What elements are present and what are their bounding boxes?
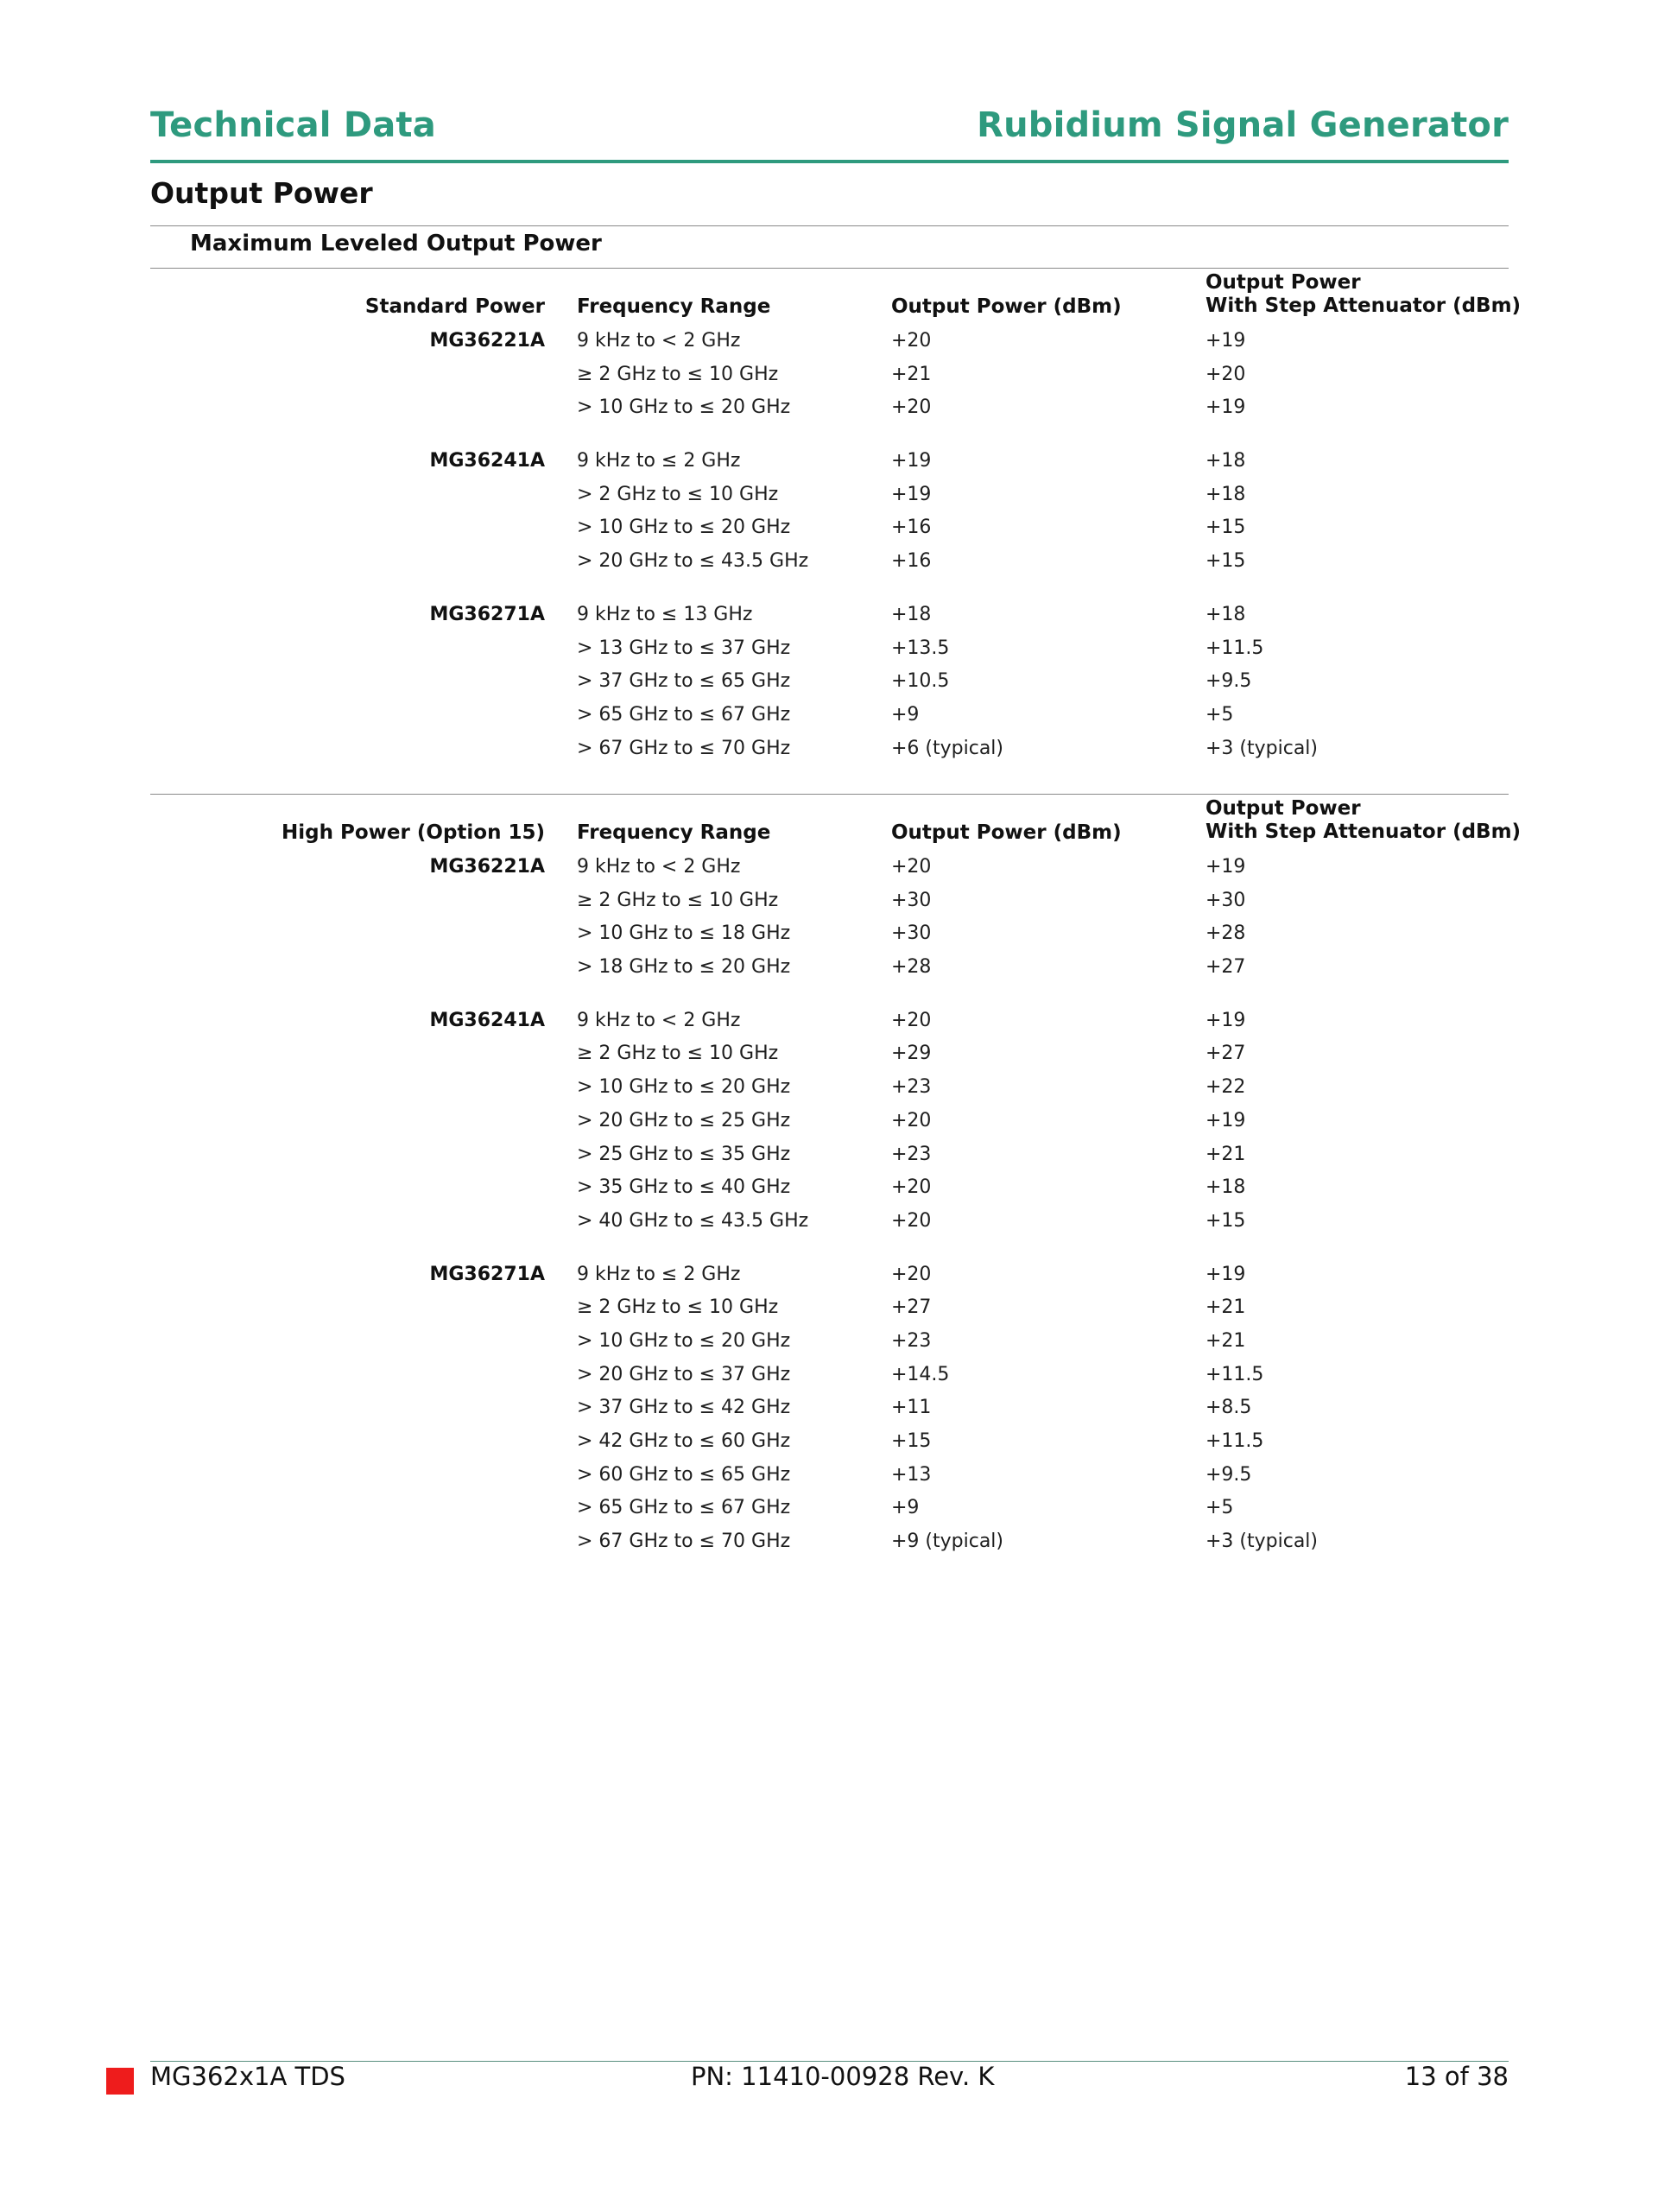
frequency-range: > 10 GHz to ≤ 20 GHz: [577, 1329, 791, 1352]
output-power-value: +16: [891, 517, 932, 539]
section-title: Output Power: [150, 176, 373, 210]
attenuated-power-value: +18: [1206, 603, 1246, 625]
section-divider: [150, 225, 1509, 226]
output-power-value: +13: [891, 1463, 932, 1486]
output-power-value: +20: [891, 330, 932, 352]
output-power-value: +9: [891, 703, 920, 726]
table-row: [0, 1291, 1658, 1325]
table-row: [0, 511, 1658, 545]
header-divider: [150, 160, 1509, 163]
table-row: [0, 1359, 1658, 1392]
attenuated-power-value: +19: [1206, 396, 1246, 419]
model-name: MG36271A: [429, 603, 545, 625]
attenuated-power-value: +18: [1206, 483, 1246, 505]
output-power-value: +18: [891, 603, 932, 625]
frequency-range: > 67 GHz to ≤ 70 GHz: [577, 1531, 791, 1553]
table-row: [0, 1525, 1658, 1559]
output-power-value: +11: [891, 1397, 932, 1419]
table-row: [0, 1459, 1658, 1493]
high-table-body: [0, 851, 1658, 1559]
frequency-range: 9 kHz to ≤ 2 GHz: [577, 450, 741, 472]
attenuator-header-line1: Output Power: [1206, 271, 1361, 294]
frequency-range: > 10 GHz to ≤ 20 GHz: [577, 517, 791, 539]
attenuated-power-value: +19: [1206, 1109, 1246, 1131]
attenuated-power-value: +9.5: [1206, 670, 1252, 693]
frequency-range: > 37 GHz to ≤ 65 GHz: [577, 670, 791, 693]
model-column-header: Standard Power: [364, 295, 545, 318]
model-name: MG36241A: [429, 450, 545, 472]
output-power-value: +6 (typical): [891, 737, 1004, 759]
model-name: MG36221A: [429, 330, 545, 352]
frequency-range: 9 kHz to ≤ 13 GHz: [577, 603, 753, 625]
table-row: [0, 358, 1658, 392]
subsection-title: Maximum Leveled Output Power: [190, 231, 602, 257]
table-row: [0, 851, 1658, 884]
table-row: [0, 917, 1658, 951]
output-power-value: +20: [891, 1209, 932, 1232]
table-row: [0, 632, 1658, 666]
frequency-range: > 65 GHz to ≤ 67 GHz: [577, 1497, 791, 1519]
model-group: [0, 325, 1658, 425]
output-power-value: +20: [891, 1176, 932, 1199]
attenuated-power-value: +27: [1206, 956, 1246, 979]
output-power-value: +23: [891, 1329, 932, 1352]
attenuated-power-value: +3 (typical): [1206, 1531, 1319, 1553]
attenuated-power-value: +9.5: [1206, 1463, 1252, 1486]
header-left-title: Technical Data: [150, 105, 436, 145]
output-power-value: +30: [891, 922, 932, 945]
output-power-value: +14.5: [891, 1363, 950, 1385]
output-power-value: +21: [891, 363, 932, 385]
attenuated-power-value: +15: [1206, 550, 1246, 573]
frequency-range: > 10 GHz to ≤ 18 GHz: [577, 922, 791, 945]
brand-mark-icon: [106, 2068, 134, 2095]
attenuator-header-line2: With Step Attenuator (dBm): [1206, 295, 1522, 317]
attenuated-power-value: +21: [1206, 1143, 1246, 1165]
frequency-range: > 2 GHz to ≤ 10 GHz: [577, 483, 779, 505]
output-power-value: +19: [891, 483, 932, 505]
table-row: [0, 665, 1658, 699]
output-power-column-header: Output Power (dBm): [891, 821, 1122, 844]
table-row: [0, 699, 1658, 732]
frequency-column-header: Frequency Range: [577, 821, 771, 844]
attenuated-power-value: +27: [1206, 1043, 1246, 1065]
output-power-value: +28: [891, 956, 932, 979]
output-power-value: +9: [891, 1497, 920, 1519]
frequency-range: > 25 GHz to ≤ 35 GHz: [577, 1143, 791, 1165]
subsection-divider: [150, 268, 1509, 269]
frequency-range: > 40 GHz to ≤ 43.5 GHz: [577, 1209, 809, 1232]
model-group: [0, 1005, 1658, 1239]
output-power-value: +16: [891, 550, 932, 573]
model-group: [0, 445, 1658, 579]
frequency-range: 9 kHz to ≤ 2 GHz: [577, 1263, 741, 1285]
frequency-column-header: Frequency Range: [577, 295, 771, 318]
model-group: [0, 599, 1658, 765]
standard-table-body: [0, 325, 1658, 765]
attenuated-power-value: +11.5: [1206, 1363, 1264, 1385]
table-row: [0, 1425, 1658, 1459]
frequency-range: > 20 GHz to ≤ 43.5 GHz: [577, 550, 809, 573]
attenuated-power-value: +11.5: [1206, 1430, 1264, 1452]
output-power-value: +15: [891, 1430, 932, 1452]
output-power-value: +19: [891, 450, 932, 472]
table-row: [0, 1492, 1658, 1525]
table-row: [0, 732, 1658, 766]
model-name: MG36241A: [429, 1009, 545, 1031]
output-power-value: +10.5: [891, 670, 950, 693]
output-power-value: +20: [891, 1109, 932, 1131]
model-name: MG36271A: [429, 1263, 545, 1285]
output-power-value: +27: [891, 1296, 932, 1319]
frequency-range: 9 kHz to < 2 GHz: [577, 1009, 741, 1031]
output-power-value: +23: [891, 1143, 932, 1165]
model-group: [0, 1258, 1658, 1559]
standard-power-table: [0, 271, 1658, 785]
attenuated-power-value: +15: [1206, 1209, 1246, 1232]
table-row: [0, 1071, 1658, 1105]
output-power-value: +23: [891, 1076, 932, 1099]
attenuated-power-value: +15: [1206, 517, 1246, 539]
table-row: [0, 1105, 1658, 1138]
high-table-header: [0, 797, 1658, 851]
table-row: [0, 599, 1658, 632]
table-row: [0, 1138, 1658, 1172]
table-row: [0, 325, 1658, 358]
table-row: [0, 479, 1658, 512]
attenuated-power-value: +22: [1206, 1076, 1246, 1099]
model-group: [0, 851, 1658, 985]
attenuator-column-header: [1206, 271, 1521, 318]
frequency-range: ≥ 2 GHz to ≤ 10 GHz: [577, 363, 779, 385]
frequency-range: ≥ 2 GHz to ≤ 10 GHz: [577, 1296, 779, 1319]
frequency-range: > 60 GHz to ≤ 65 GHz: [577, 1463, 791, 1486]
output-power-value: +20: [891, 1009, 932, 1031]
frequency-range: > 67 GHz to ≤ 70 GHz: [577, 737, 791, 759]
attenuated-power-value: +8.5: [1206, 1397, 1252, 1419]
frequency-range: > 42 GHz to ≤ 60 GHz: [577, 1430, 791, 1452]
output-power-value: +20: [891, 1263, 932, 1285]
table-row: [0, 1005, 1658, 1038]
attenuated-power-value: +11.5: [1206, 637, 1264, 659]
output-power-value: +29: [891, 1043, 932, 1065]
table-row: [0, 1391, 1658, 1425]
frequency-range: > 20 GHz to ≤ 25 GHz: [577, 1109, 791, 1131]
attenuated-power-value: +21: [1206, 1296, 1246, 1319]
frequency-range: 9 kHz to < 2 GHz: [577, 856, 741, 878]
model-name: MG36221A: [429, 856, 545, 878]
frequency-range: ≥ 2 GHz to ≤ 10 GHz: [577, 1043, 779, 1065]
attenuated-power-value: +3 (typical): [1206, 737, 1319, 759]
attenuated-power-value: +28: [1206, 922, 1246, 945]
table-row: [0, 884, 1658, 918]
table-row: [0, 1037, 1658, 1071]
frequency-range: > 20 GHz to ≤ 37 GHz: [577, 1363, 791, 1385]
footer-part-number: PN: 11410-00928 Rev. K: [691, 2062, 995, 2091]
attenuator-header-line1: Output Power: [1206, 797, 1361, 820]
frequency-range: > 10 GHz to ≤ 20 GHz: [577, 1076, 791, 1099]
attenuator-header-line2: With Step Attenuator (dBm): [1206, 821, 1522, 843]
output-power-value: +9 (typical): [891, 1531, 1004, 1553]
attenuated-power-value: +18: [1206, 450, 1246, 472]
high-power-table: [0, 797, 1658, 1579]
output-power-value: +30: [891, 889, 932, 911]
attenuator-column-header: [1206, 797, 1521, 844]
attenuated-power-value: +19: [1206, 330, 1246, 352]
attenuated-power-value: +19: [1206, 1263, 1246, 1285]
frequency-range: ≥ 2 GHz to ≤ 10 GHz: [577, 889, 779, 911]
output-power-column-header: Output Power (dBm): [891, 295, 1122, 318]
frequency-range: > 10 GHz to ≤ 20 GHz: [577, 396, 791, 419]
header-right-title: Rubidium Signal Generator: [977, 105, 1509, 145]
table-row: [0, 951, 1658, 985]
table-divider: [150, 794, 1509, 795]
attenuated-power-value: +19: [1206, 856, 1246, 878]
table-row: [0, 445, 1658, 479]
output-power-value: +20: [891, 856, 932, 878]
table-row: [0, 391, 1658, 425]
table-row: [0, 1205, 1658, 1239]
attenuated-power-value: +21: [1206, 1329, 1246, 1352]
model-column-header: High Power (Option 15): [282, 821, 545, 844]
frequency-range: > 18 GHz to ≤ 20 GHz: [577, 956, 791, 979]
attenuated-power-value: +19: [1206, 1009, 1246, 1031]
footer-page-number: 13 of 38: [1404, 2062, 1509, 2091]
output-power-value: +13.5: [891, 637, 950, 659]
frequency-range: > 35 GHz to ≤ 40 GHz: [577, 1176, 791, 1199]
table-row: [0, 1325, 1658, 1359]
footer-document-name: MG362x1A TDS: [150, 2062, 345, 2091]
frequency-range: 9 kHz to < 2 GHz: [577, 330, 741, 352]
standard-table-header: [0, 271, 1658, 325]
frequency-range: > 13 GHz to ≤ 37 GHz: [577, 637, 791, 659]
attenuated-power-value: +5: [1206, 1497, 1234, 1519]
frequency-range: > 37 GHz to ≤ 42 GHz: [577, 1397, 791, 1419]
table-row: [0, 545, 1658, 579]
attenuated-power-value: +5: [1206, 703, 1234, 726]
attenuated-power-value: +18: [1206, 1176, 1246, 1199]
output-power-value: +20: [891, 396, 932, 419]
attenuated-power-value: +30: [1206, 889, 1246, 911]
attenuated-power-value: +20: [1206, 363, 1246, 385]
table-row: [0, 1258, 1658, 1292]
frequency-range: > 65 GHz to ≤ 67 GHz: [577, 703, 791, 726]
table-row: [0, 1171, 1658, 1205]
